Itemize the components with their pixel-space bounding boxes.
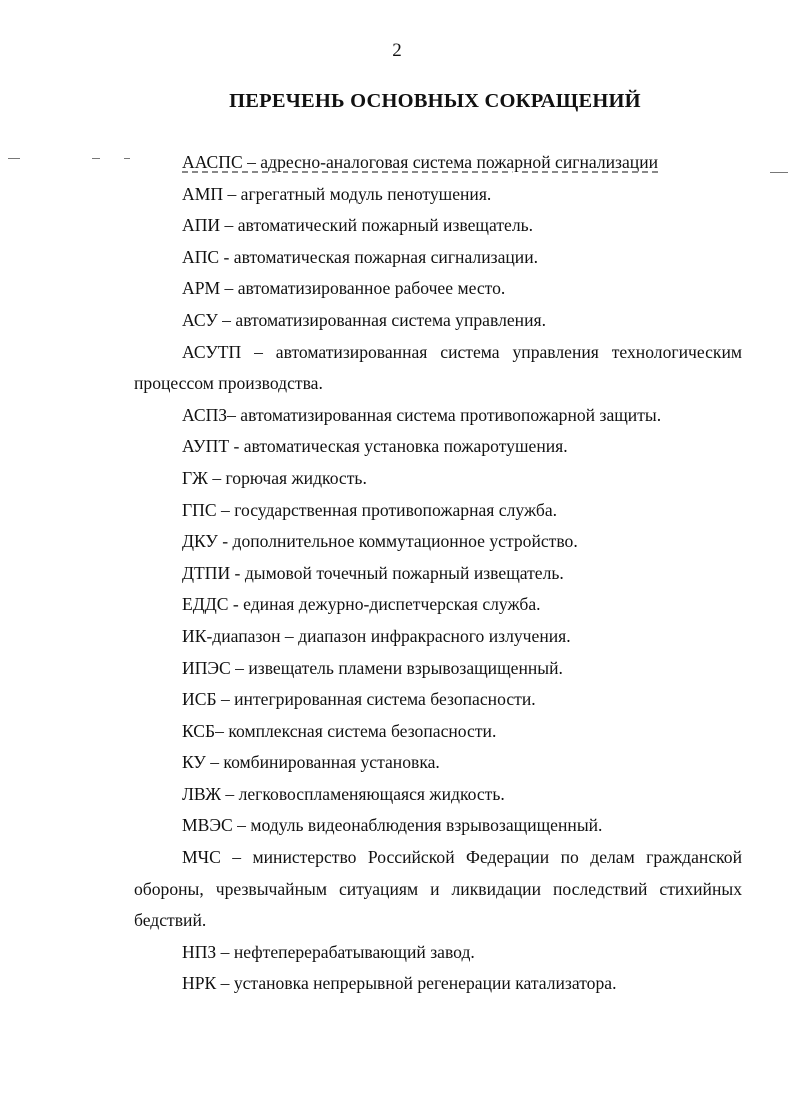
abbreviations-list <box>134 147 742 1000</box>
abbreviation-entry: АСПЗ– автоматизированная система противопожарной защиты. <box>182 404 662 425</box>
abbreviation-entry: МВЭС – модуль видеонаблюдения взрывозащищенный. <box>182 815 603 836</box>
abbreviation-entry: АПС - автоматическая пожарная сигнализации. <box>182 246 539 267</box>
abbreviation-entry: ГПС – государственная противопожарная служба. <box>182 499 558 520</box>
abbreviation-entry: АРМ – автоматизированное рабочее место. <box>182 278 506 299</box>
abbreviation-entry: МЧС – министерство Российской Федерации по делам гражданской обороны, чрезвычайным ситуациям и ликвидации последствий стихийных бедствий. <box>134 847 742 931</box>
abbreviation-entry: НПЗ – нефтеперерабатывающий завод. <box>182 941 475 962</box>
abbreviation-entry: ГЖ – горючая жидкость. <box>182 467 367 488</box>
abbreviation-entry: ЛВЖ – легковоспламеняющаяся жидкость. <box>182 783 505 804</box>
scan-artifact-dash <box>770 172 788 173</box>
abbreviation-entry: АСУТП – автоматизированная система управления технологическим процессом производства. <box>134 341 742 394</box>
abbreviation-entry: НРК – установка непрерывной регенерации катализатора. <box>182 973 617 994</box>
page-title: ПЕРЕЧЕНЬ ОСНОВНЫХ СОКРАЩЕНИЙ <box>229 90 641 112</box>
abbreviation-entry: ДТПИ - дымовой точечный пожарный извещатель. <box>182 562 564 583</box>
scan-artifact-dash <box>124 158 130 159</box>
abbreviation-entry: ИПЭС – извещатель пламени взрывозащищенный. <box>182 657 563 678</box>
abbreviation-entry: ЕДДС - единая дежурно-диспетчерская служба. <box>182 594 541 615</box>
abbreviation-entry: КУ – комбинированная установка. <box>182 752 440 773</box>
abbreviation-entry: ААСПС – адресно-аналоговая система пожарной сигнализации <box>182 152 659 172</box>
scan-artifact-dash <box>8 158 20 159</box>
abbreviation-entry: ИК-диапазон – диапазон инфракрасного излучения. <box>182 625 571 646</box>
page-number: 2 <box>392 40 402 61</box>
abbreviation-entry: КСБ– комплексная система безопасности. <box>182 720 497 741</box>
abbreviation-entry: АУПТ - автоматическая установка пожаротушения. <box>182 436 568 457</box>
abbreviation-entry: ДКУ - дополнительное коммутационное устройство. <box>182 531 578 552</box>
abbreviation-entry: ИСБ – интегрированная система безопасности. <box>182 689 536 710</box>
abbreviation-entry: АПИ – автоматический пожарный извещатель. <box>182 215 534 236</box>
abbreviation-entry: АМП – агрегатный модуль пенотушения. <box>182 183 492 204</box>
scan-artifact-dash <box>92 158 100 159</box>
abbreviation-entry: АСУ – автоматизированная система управления. <box>182 309 546 330</box>
